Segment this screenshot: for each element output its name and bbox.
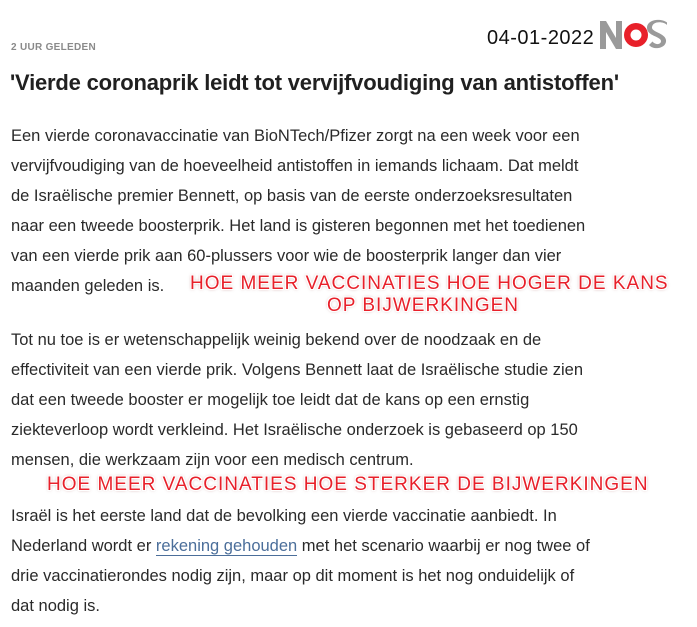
paragraph-2 bbox=[11, 325, 583, 475]
paragraph-2-line: ziekteverloop wordt verkleind. Het Israëlische onderzoek is gebaseerd op 150 bbox=[11, 421, 578, 439]
paragraph-3 bbox=[11, 501, 590, 621]
paragraph-2-line: Tot nu toe is er wetenschappelijk weinig bekend over de noodzaak en de bbox=[11, 331, 542, 349]
rekening-gehouden-link[interactable]: rekening gehouden bbox=[155, 537, 298, 555]
article-timestamp: 2 UUR GELEDEN bbox=[11, 42, 97, 53]
nos-logo-o bbox=[624, 23, 648, 47]
overlay-caption-1-line-2: OP BIJWERKINGEN bbox=[327, 295, 520, 316]
paragraph-3-line: Israël is het eerste land dat de bevolking een vierde vaccinatie aanbiedt. In bbox=[11, 507, 557, 525]
paragraph-3-text: Nederland wordt er bbox=[11, 537, 156, 555]
paragraph-3-text: met het scenario waarbij er nog twee of bbox=[297, 537, 590, 555]
paragraph-3-line bbox=[11, 531, 590, 561]
overlay-caption-1-line-1: HOE MEER VACCINATIES HOE HOGER DE KANS bbox=[190, 273, 669, 294]
article-headline: 'Vierde coronaprik leidt tot vervijfvoudiging van antistoffen' bbox=[10, 70, 619, 95]
paragraph-1-line: vervijfvoudiging van de hoeveelheid antistoffen in iemands lichaam. Dat meldt bbox=[11, 157, 579, 175]
paragraph-1-line: maanden geleden is. bbox=[11, 277, 165, 295]
paragraph-3-line: drie vaccinatierondes nodig zijn, maar op dit moment is het nog onduidelijk of bbox=[11, 567, 575, 585]
paragraph-1-line: de Israëlische premier Bennett, op basis van de eerste onderzoeksresultaten bbox=[11, 187, 573, 205]
paragraph-3-line: dat nodig is. bbox=[11, 597, 100, 615]
paragraph-2-line: mensen, die werkzaam zijn voor een medisch centrum. bbox=[11, 451, 414, 469]
overlay-caption-2: HOE MEER VACCINATIES HOE STERKER DE BIJWERKINGEN bbox=[47, 474, 649, 495]
paragraph-1-line: Een vierde coronavaccinatie van BioNTech/Pfizer zorgt na een week voor een bbox=[11, 127, 580, 145]
nos-logo bbox=[598, 18, 670, 52]
paragraph-2-line: effectiviteit van een vierde prik. Volgens Bennett laat de Israëlische studie zien bbox=[11, 361, 584, 379]
date-stamp: 04-01-2022 bbox=[487, 27, 595, 49]
paragraph-2-line: dat een tweede booster er mogelijk toe leidt dat de kans op een ernstig bbox=[11, 391, 530, 409]
paragraph-1-line: naar een tweede boosterprik. Het land is gisteren begonnen met het toedienen bbox=[11, 217, 586, 235]
nos-logo-n bbox=[600, 21, 622, 49]
paragraph-1-line: van een vierde prik aan 60-plussers voor wie de boosterprik langer dan vier bbox=[11, 247, 562, 265]
nos-logo-s bbox=[647, 20, 667, 48]
